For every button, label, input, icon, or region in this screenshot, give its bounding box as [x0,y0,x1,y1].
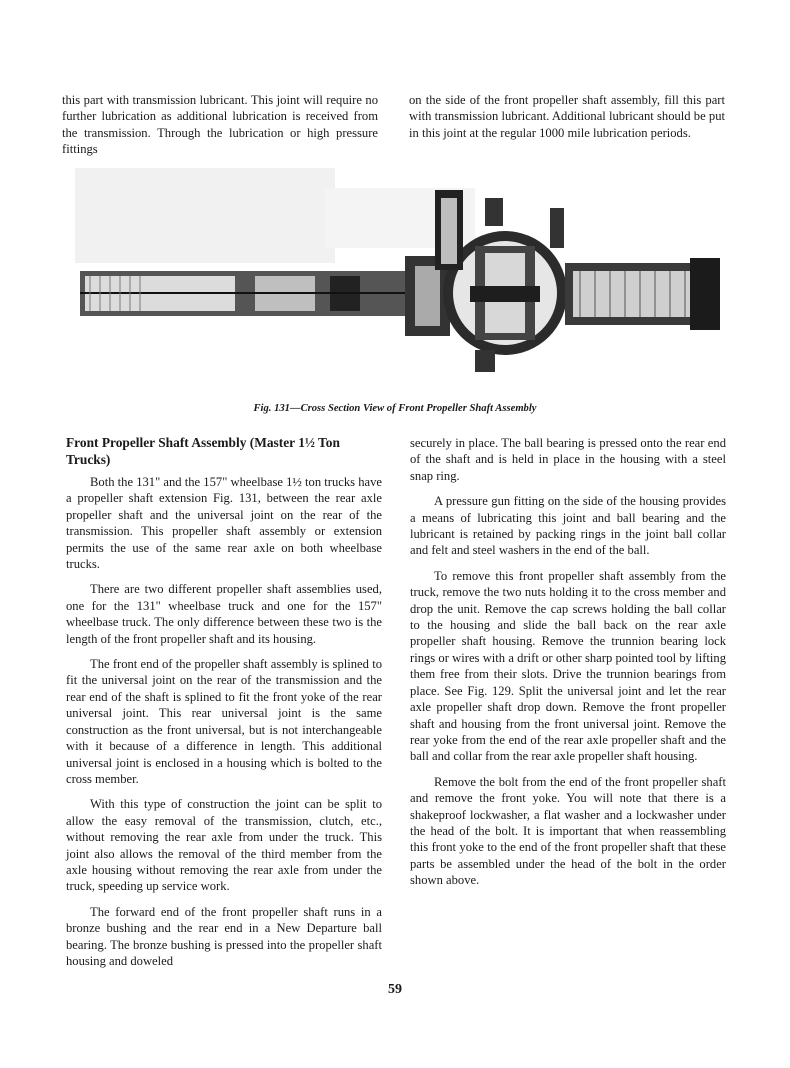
propeller-shaft-cross-section-figure [75,168,725,398]
bottom-right-column [410,435,726,898]
paragraph: With this type of construction the joint can be split to allow the easy removal of the transmission, clutch, etc., without removing the rear axle from under the truck. This joint also allows the removal of the third member from the axle housing without removing the rear axle from under the truck, speeding up service work. [66,797,382,894]
paragraph: The front end of the propeller shaft assembly is splined to fit the universal joint on the rear of the transmission and the rear end of the shaft is splined to fit the front yoke of the rear universal joint. This rear universal joint is the same construction as the front universal, but is not interchangeable with it because of a difference in length. This additional universal joint is enclosed in a housing which is bolted to the cross member. [66,657,382,786]
paragraph: securely in place. The ball bearing is pressed onto the rear end of the shaft and is held in place in the housing with a steel snap ring. [410,436,726,483]
figure-caption: Fig. 131—Cross Section View of Front Propeller Shaft Assembly [253,403,537,414]
paragraph: The forward end of the front propeller shaft runs in a bronze bushing and the rear end in a New Departure ball bearing. The bronze bushing is pressed into the propeller shaft housing and doweled [66,904,382,968]
paragraph: To remove this front propeller shaft assembly from the truck, remove the two nuts holding it to the cross member and drop the unit. Remove the cap screws holding the ball collar to the housing and slide the ball back on the rear axle propeller shaft housing. Remove the trunnion bearing lock rings or wires with a drift or other sharp pointed tool by lifting them free from their slots. Drive the trunnion bearings from place. See Fig. 129. Split the universal joint and let the rear axle propeller shaft drop down. Remove the front propeller shaft and housing from the front universal joint. Remove the rear yoke from the end of the rear axle propeller shaft and the ball and collar from the rear axle propeller shaft housing. [410,568,726,764]
paragraph: A pressure gun fitting on the side of the housing provides a means of lubricating this joint and ball bearing and the lubricant is retained by packing rings in the joint ball collar and felt and steel washers in the end of the ball. [410,494,726,558]
paragraph: There are two different propeller shaft assemblies used, one for the 131" wheelbase truck and one for the 157" wheelbase truck. The only difference between these two is the length of the front propeller shaft and its housing. [66,582,382,646]
bottom-left-column [66,435,382,978]
top-left-column [62,92,378,167]
top-right-column [409,92,725,150]
paragraph: Remove the bolt from the end of the front propeller shaft and remove the front yoke. You will note that there is a shakeproof lockwasher, a flat washer and a lockwasher under the head of the bolt. It is important that when reassembling this front yoke to the end of the front propeller shaft that these parts be assembled under the head of the bolt in the order shown above. [410,774,726,888]
paragraph: on the side of the front propeller shaft assembly, fill this part with transmission lubricant. Additional lubricant should be put in this joint at the regular 1000 mile lubrication periods. [409,93,725,140]
section-heading: Front Propeller Shaft Assembly (Master 1½ Ton Trucks) [66,435,340,467]
paragraph: this part with transmission lubricant. This joint will require no further lubrication as additional lubrication is received from the transmission. Through the lubrication or high pressure fittings [62,93,378,157]
paragraph: Both the 131" and the 157" wheelbase 1½ ton trucks have a propeller shaft extension Fig. 131, between the rear axle propeller shaft and the universal joint on the rear of the transmission. This propeller shaft assembly or extension permits the use of the same rear axle on both wheelbase trucks. [66,475,382,572]
page-number: 59 [388,982,402,997]
